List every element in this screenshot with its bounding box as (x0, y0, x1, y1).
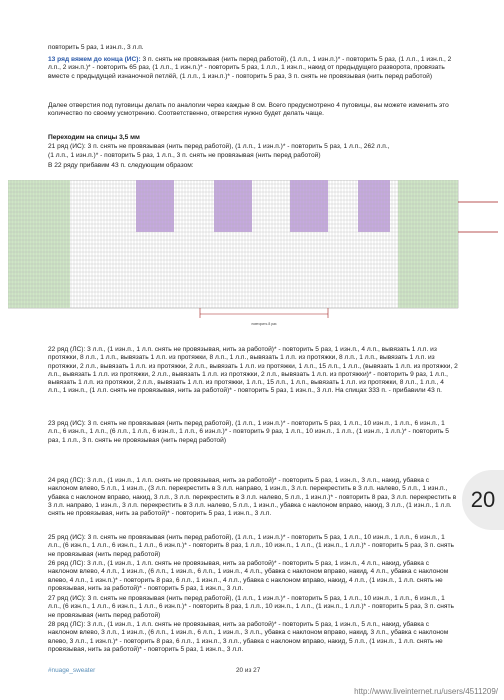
row-22-instruction: 22 ряд (ЛС): 3 л.п., (1 изн.п., 1 л.п. снять не провязывая, нить за работой)* - повторить 5 раз, 1 изн.п., 4 л.п., вывязать 1 л.п. из протяжки, 8 л.п., 1 л.п., вывязать 1 л.п. из протяжки, 8 л.п., 1 л.п., вывязать 1 л.п. из протяжки, 8 л.п., 1 л.п., вывязать 1 л.п. из протяжки, 2 л.п., вывязать 1 л.п. из протяжки, 2 л.п., вывязать 1 л.п. из протяжки, 1 л.п., 15 л.п., 1 л.п., (вывязать 1 л.п. из протяжки, 2 л.п., вывязать 1 л.п. из протяжки, 2 л.п., вывязать 1 л.п. из протяжки, 2 л.п., вывязать 1 л.п. из протяжки)* - повторить 9 раз, 1 л.п., вывязать 1 л.п. из протяжки, 2 л.п., вывязать 1 л.п. из протяжки, 1 л.п., 15 л.п., 1 л.п., вывязать 1 л.п. из протяжки, 8 л.п., 1 л.п., 4 л.п., 1 изн.п., (1 л.п. снять не провязывая, нить за работой)* - повторить 5 раз, 1 изн.п., 3 л.п. На спицах 333 п. - прибавили 43 п. (48, 346, 458, 395)
needles-heading: Переходим на спицы 3,5 мм (48, 134, 140, 141)
text-repeat-5: повторить 5 раз, 1 изн.п., 3 л.п. (48, 44, 144, 51)
row-27-instruction: 27 ряд (ИС): 3 п. снять не провязывая (нить перед работой), (1 л.п., 1 изн.п.)* - повторить 5 раз, 1 л.п., 10 изн.п., 1 л.п., 6 изн.п., 1 л.п., (6 изн.п., 1 л.п., 6 изн.п., 1 л.п., 6 изн.п.)* - повторить 8 раз, 1 л.п., 10 изн.п., 1 л.п., (1 изн.п., 1 л.п.)* - повторить 5 раз, 3 п. снять не провязывая (нить перед работой) (48, 595, 454, 619)
buttonhole-note: Далее отверстия под пуговицы делать по аналогии через каждые 8 см. Всего предусмотрено 4 пуговицы, вы можете изменить это количество по своему усмотрению. Соответственно, отверстия нужно будет делать чаще. (48, 102, 449, 118)
row-25-instruction: 25 ряд (ИС): 3 п. снять не провязывая (нить перед работой), (1 л.п., 1 изн.п.)* - повторить 5 раз, 1 л.п., 10 изн.п., 1 л.п., 6 изн.п., 1 л.п., (6 изн.п., 1 л.п., 6 изн.п., 1 л.п., 6 изн.п.)* - повторить 8 раз, 1 л.п., 10 изн.п., 1 л.п., (1 изн.п., 1 л.п.)* - повторить 5 раз, 3 п. снять не провязывая (нить перед работой) (48, 534, 454, 558)
watermark: http://www.liveinternet.ru/users/4511209/ (354, 687, 498, 696)
row-23-instruction: 23 ряд (ИС): 3 п. снять не провязывая (нить перед работой), (1 л.п., 1 изн.п.)* - повторить 5 раз, 1 л.п., 10 изн.п., 1 л.п., 6 изн.п., 1 л.п., 6 изн.п., 1 л.п., (6 л.п., 1 л.п., 6 изн.п., 1 л.п., 6 изн.п.)* - повторить 9 раз, 1 л.п., 10 изн.п., 1 л.п., (1 изн.п., 1 л.п.)* - повторить 5 раз, 1 л.п., 3 п. снять не провязывая (нить перед работой) (48, 420, 449, 444)
footer-hashtag: #nuage_sweater (48, 667, 96, 674)
row-26-instruction: 26 ряд (ЛС): 3 л.п., (1 изн.п., 1 л.п. снять не провязывая, нить за работой)* - повторить 5 раз, 1 изн.п., 4 л.п., накид, убавка с наклоном влево, 4 л.п., 1 изн.п., (6 л.п., 1 изн.п., 6 л.п., 1 изн.п., 4 л.п., убавка с наклоном вправо, накид, 4 л.п., убавка с наклоном влево, 4 л.п., 1 изн.п.)* - повторить 8 раз, 6 л.п., 1 изн.п., 4 л.п., убавка с наклоном вправо, накид, 4 л.п., (1 изн.п., 1 л.п. снять не провязывая, нить за работой)* - повторить 5 раз, 1 изн.п., 3 л.п. (48, 560, 449, 592)
page-number-tab: 20 (462, 470, 504, 530)
row-13-heading: 13 ряд вяжем до конца (ИС): (48, 56, 141, 63)
row-28-instruction: 28 ряд (ЛС): 3 л.п., (1 изн.п., 1 л.п. снять не провязывая, нить за работой)* - повторить 5 раз, 1 изн.п., 5 л.п., накид, убавка с наклоном влево, 3 л.п., 1 изн.п., (6 л.п., 1 изн.п., 6 л.п., 1 изн.п., 3 л.п., убавка с наклоном вправо, накид, 3 л.п., убавка с наклоном влево, 3 л.п., 1 изн.п.)* - повторить 8 раз, 6 л.п., 1 изн.п., 3 л.п., убавка с наклоном вправо, накид, 5 л.п., (1 изн.п., 1 л.п. снять не провязывая, нить за работой)* - повторить 5 раз, 1 изн.п., 3 л.п. (48, 621, 449, 653)
chart-repeat-label: повторить 8 раз (251, 322, 277, 326)
footer-page-count: 20 из 27 (236, 667, 261, 674)
row-13-instruction (48, 56, 458, 81)
row-21-line2: (1 л.п., 1 изн.п.)* - повторить 5 раз, 1 л.п., 3 п. снять не провязывая (нить перед работой) (48, 152, 321, 159)
row-22-intro: В 22 ряду прибавим 43 п. следующим образом: (48, 162, 194, 169)
knitting-chart (8, 180, 498, 330)
row-21-line1: 21 ряд (ИС): 3 п. снять не провязывая (нить перед работой), (1 л.п., 1 изн.п.)* - повторить 5 раз, 1 л.п., 262 л.п., (48, 143, 390, 150)
row-24-instruction: 24 ряд (ЛС): 3 л.п., (1 изн.п., 1 л.п. снять не провязывая, нить за работой)* - повторить 5 раз, 1 изн.п., 3 л.п., накид, убавка с наклоном влево, 5 л.п., 1 изн.п., (3 л.п. перекрестить в 3 л.п. направо, 1 изн.п., 3 л.п. перекрестить в 3 л.п. налево, 5 л.п., 1 изн.п., убавка с наклоном вправо, накид, 3 л.п., 3 л.п. перекрестить в 3 л.п. налево, 5 л.п., 1 изн.п.)* - повторить 8 раз, 3 л.п. перекрестить в 3 л.п. направо, 1 изн.п., 3 л.п. перекрестить в 3 л.п. налево, 5 л.п., 1 изн.п., убавка с наклоном вправо, накид, 3 л.п., (1 изн.п., 1 л.п. снять не провязывая, нить за работой)* - повторить 5 раз, 1 изн.п., 3 л.п. (48, 477, 457, 518)
row-13-text: 3 п. снять не провязывая (нить перед работой), (1 л.п., 1 изн.п.)* - повторить 5 раз, (1 л.п., 1 изн.п., 2 л.п., 2 изн.п.)* - повторить 65 раз, (1 л.п., 1 изн.п.)* - повторить 5 раз, 1 л.п., 1 изн.п., накид от предыдущего разворота, провязать вместе с предыдущей изнаночной петлёй, (1 л.п., 1 изн.п.)* - повторить 5 раз, 3 п. снять не провязывая (нить перед работой) (48, 56, 452, 80)
